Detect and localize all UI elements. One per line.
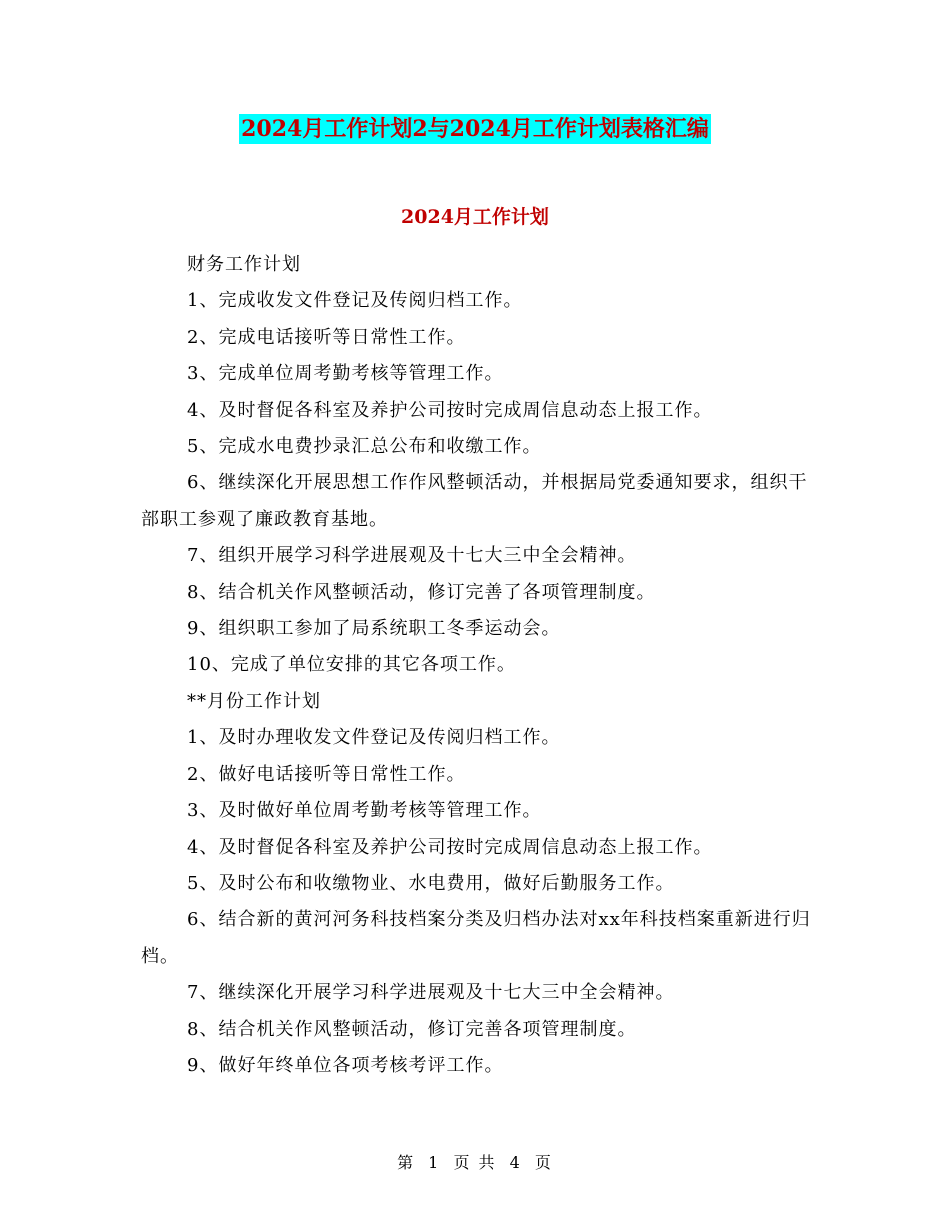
paragraph: 6、继续深化开展思想工作作风整顿活动，并根据局党委通知要求，组织干部职工参观了廉政教育基地。 (141, 472, 808, 530)
document-title-text: 2024月工作计划2与2024月工作计划表格汇编 (241, 116, 709, 142)
paragraph: 9、做好年终单位各项考核考评工作。 (187, 1054, 504, 1076)
paragraph: 3、及时做好单位周考勤考核等管理工作。 (187, 800, 542, 822)
paragraph: 4、及时督促各科室及养护公司按时完成周信息动态上报工作。 (187, 399, 713, 421)
document-title (0, 112, 950, 146)
paragraph: 5、完成水电费抄录汇总公布和收缴工作。 (187, 436, 542, 458)
paragraph: 财务工作计划 (187, 254, 301, 275)
paragraph: 4、及时督促各科室及养护公司按时完成周信息动态上报工作。 (187, 836, 713, 858)
paragraph: **月份工作计划 (187, 690, 321, 712)
paragraph: 7、组织开展学习科学进展观及十七大三中全会精神。 (187, 545, 637, 567)
document-body (141, 247, 821, 1084)
paragraph: 6、结合新的黄河河务科技档案分类及归档办法对xx年科技档案重新进行归档。 (141, 909, 811, 967)
paragraph: 2、完成电话接听等日常性工作。 (187, 326, 466, 348)
footer-prefix: 第 (397, 1153, 416, 1172)
paragraph: 3、完成单位周考勤考核等管理工作。 (187, 363, 504, 385)
paragraph: 1、完成收发文件登记及传阅归档工作。 (187, 290, 523, 312)
paragraph: 2、做好电话接听等日常性工作。 (187, 763, 466, 785)
paragraph: 9、组织职工参加了局系统职工冬季运动会。 (187, 618, 561, 640)
paragraph: 5、及时公布和收缴物业、水电费用，做好后勤服务工作。 (187, 872, 675, 894)
paragraph: 8、结合机关作风整顿活动，修订完善了各项管理制度。 (187, 581, 656, 603)
paragraph: 10、完成了单位安排的其它各项工作。 (187, 654, 516, 676)
paragraph: 1、及时办理收发文件登记及传阅归档工作。 (187, 727, 561, 749)
footer-middle: 页 共 (453, 1153, 497, 1172)
paragraph: 7、继续深化开展学习科学进展观及十七大三中全会精神。 (187, 982, 675, 1004)
footer-total-pages: 4 (509, 1153, 522, 1172)
page-footer (0, 1150, 950, 1173)
section-title: 2024月工作计划 (401, 206, 549, 228)
paragraph: 8、结合机关作风整顿活动，修订完善各项管理制度。 (187, 1018, 637, 1040)
footer-suffix: 页 (534, 1153, 553, 1172)
footer-page-number: 1 (428, 1153, 441, 1172)
